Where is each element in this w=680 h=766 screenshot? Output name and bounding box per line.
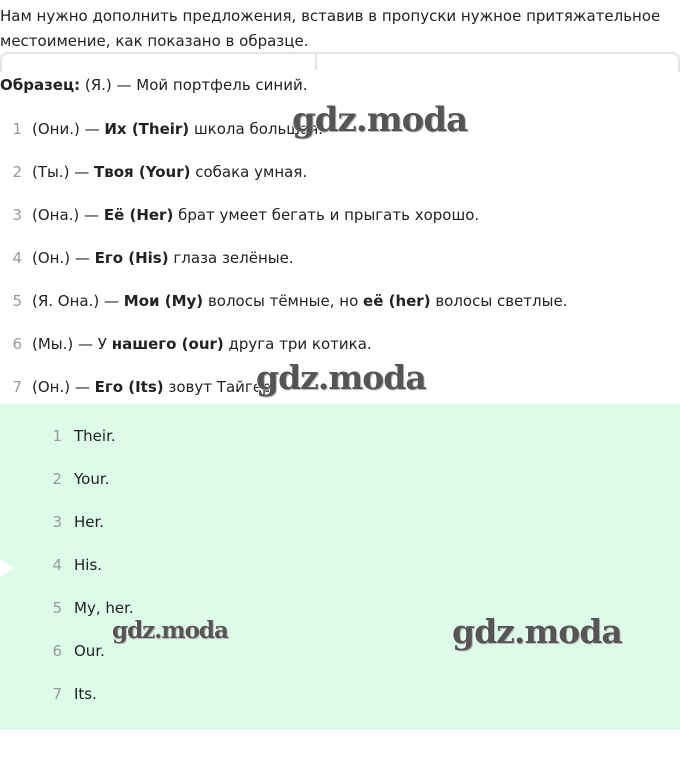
item-prefix: (Мы.) — У [32, 335, 112, 353]
answer-item [0, 512, 104, 532]
answer-number: 6 [52, 642, 62, 660]
answer-number: 5 [52, 599, 62, 617]
answer-item [0, 598, 134, 618]
item-number: 7 [12, 378, 22, 396]
answer-number: 3 [52, 513, 62, 531]
item-answer: Его (Its) [94, 378, 164, 396]
item-prefix: (Я. Она.) — [32, 292, 124, 310]
item-number: 4 [12, 249, 22, 267]
item-prefix: (Он.) — [32, 378, 95, 396]
answer-number: 2 [52, 470, 62, 488]
item-prefix: (Они.) — [32, 120, 105, 138]
sample-text: (Я.) — Мой портфель синий. [80, 76, 308, 94]
answer-text: My, her. [74, 599, 134, 617]
answer-text: Your. [74, 470, 110, 488]
answer-text: Her. [74, 513, 105, 531]
answer-text: Its. [74, 685, 97, 703]
watermark: gdz.moda [256, 358, 426, 397]
item-prefix: (Ты.) — [32, 163, 95, 181]
exercise-item [0, 248, 294, 268]
answer-item [0, 684, 97, 704]
answer-text: Our. [74, 642, 105, 660]
sample-label: Образец: [0, 76, 81, 94]
item-prefix: (Он.) — [32, 249, 95, 267]
item-text: друга три котика. [223, 335, 372, 353]
item-text: брат умеет бегать и прыгать хорошо. [173, 206, 480, 224]
content-frame [0, 52, 680, 72]
answer-number: 7 [52, 685, 62, 703]
exercise-item [0, 291, 567, 311]
answer-text: Their. [74, 427, 116, 445]
answer-number: 4 [52, 556, 62, 574]
answer-item [0, 641, 105, 661]
item-text: волосы тёмные, но [203, 292, 364, 310]
item-text: зовут Тайгер. [163, 378, 277, 396]
item-answer: Её (Her) [103, 206, 174, 224]
watermark: gdz.moda [452, 612, 622, 651]
watermark: gdz.moda [112, 617, 228, 644]
exercise-item [0, 119, 323, 139]
task-instruction: Нам нужно дополнить предложения, вставив в пропуски нужное притяжательное местоимение, как показано в образце. [0, 7, 661, 50]
answer-item [0, 555, 102, 575]
answer-item [0, 426, 116, 446]
exercise-item [0, 334, 372, 354]
item-number: 6 [12, 335, 22, 353]
item-answer: Его (His) [94, 249, 169, 267]
item-number: 2 [12, 163, 22, 181]
item-answer: нашего (our) [111, 335, 224, 353]
sample-line [0, 75, 308, 95]
item-prefix: (Она.) — [32, 206, 104, 224]
answer-text: His. [74, 556, 103, 574]
item-text: глаза зелёные. [168, 249, 294, 267]
item-text: школа большая. [189, 120, 324, 138]
item-number: 1 [12, 120, 22, 138]
exercise-item [0, 205, 479, 225]
item-answer: Твоя (Your) [94, 163, 191, 181]
answer-item [0, 469, 109, 489]
item-text-end: волосы светлые. [430, 292, 568, 310]
item-text: собака умная. [190, 163, 308, 181]
item-answer: Мои (My) [123, 292, 204, 310]
item-answer: Их (Their) [104, 120, 190, 138]
exercise-item [0, 162, 307, 182]
answers-panel [0, 404, 680, 730]
item-number: 3 [12, 206, 22, 224]
item-number: 5 [12, 292, 22, 310]
answer-number: 1 [52, 427, 62, 445]
watermark: gdz.moda [292, 100, 468, 140]
frame-divider [315, 54, 317, 70]
exercise-item [0, 377, 276, 397]
item-answer-second: её (her) [363, 292, 431, 310]
